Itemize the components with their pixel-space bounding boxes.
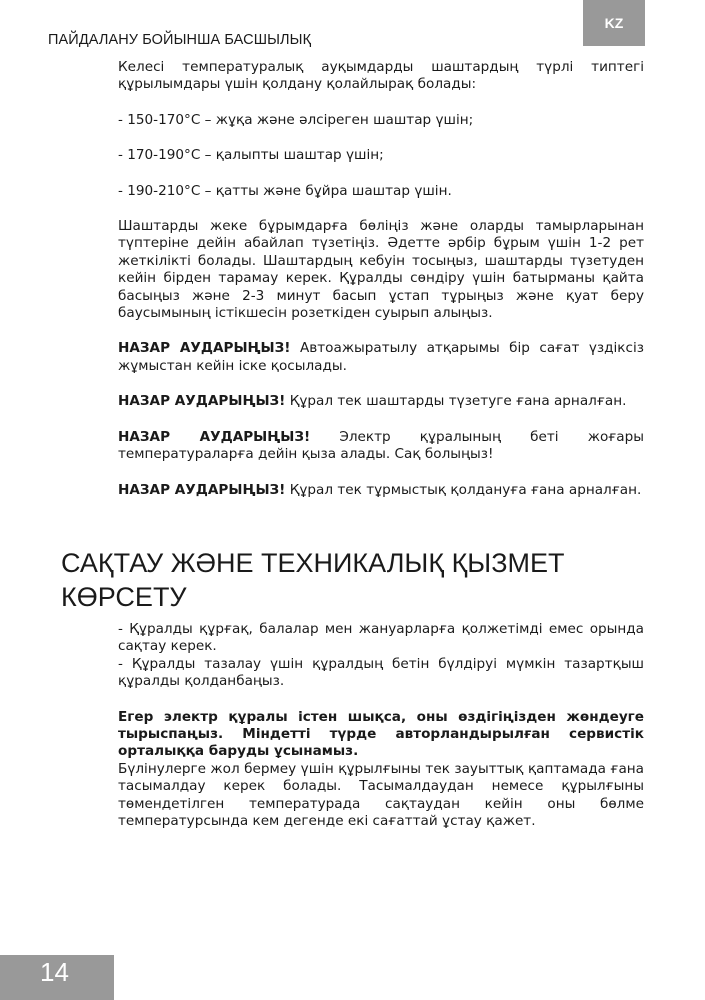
warning-text: Құрал тек тұрмыстық қолдануға ғана арналған. (289, 481, 642, 498)
storage-item: - Құралды құрғақ, балалар мен жануарларға қолжетімді емес орында сақтау керек. (118, 621, 644, 655)
section-heading: САҚТАУ ЖӘНЕ ТЕХНИКАЛЫҚ ҚЫЗМЕТ КӨРСЕТУ (61, 548, 565, 612)
temp-range-item: - 170-190°C – қалыпты шаштар үшін; (118, 147, 384, 164)
warning-text: Құрал тек шаштарды түзетуге ғана арналған. (289, 393, 627, 410)
temp-range-item: - 190-210°C – қатты және бұйра шаштар үшін. (118, 182, 452, 199)
repair-notice: Егер электр құралы істен шықса, оны өздігіңізден жөндеуге тырыспаңыз. Міндетті түрде авторландырылған сервистік орталыққа баруды ұсынамыз. (118, 708, 644, 760)
warning-label: НАЗАР АУДАРЫҢЫЗ! (118, 481, 286, 498)
warning-paragraph (118, 482, 644, 499)
warning-label: НАЗАР АУДАРЫҢЫЗ! (118, 428, 311, 445)
warning-paragraph (118, 429, 644, 464)
warning-label: НАЗАР АУДАРЫҢЫЗ! (118, 340, 291, 357)
header-title: ПАЙДАЛАНУ БОЙЫНША БАСШЫЛЫҚ (48, 32, 312, 48)
storage-item: - Құралды тазалау үшін құралдың бетін бүлдіруі мүмкін тазартқыш құралды қолданбаңыз. (118, 655, 644, 690)
storage-content (118, 621, 644, 830)
warning-paragraph (118, 393, 644, 410)
warning-text: Электр құралының беті жоғары температураларға дейін қыза алады. Сақ болыңыз! (118, 428, 644, 463)
temp-range-item: - 150-170°C – жұқа және әлсіреген шаштар үшін; (118, 111, 474, 128)
instructions-paragraph: Шаштарды жеке бұрымдарға бөліңіз және оларды тамырларынан түптеріне дейін абайлап түзетіңіз. Әдетте әрбір бұрым үшін 1-2 рет жеткілікті болады. Шаштардың кебуін тосыңыз, шаштарды түзетуден кейін бірден тарамау керек. Құралды сөндіру үшін батырманы қайта басыңыз және 2-3 минут басып ұстап тұрыңыз және қуат беру баусымының істікшесін розеткіден суырып алыңыз. (118, 218, 644, 322)
transport-paragraph: Бүлінулерге жол бермеу үшін құрылғыны тек зауыттық қаптамада ғана тасымалдау керек болады. Тасымалдаудан немесе құрылғыны төмендетілген температурада сақтаудан кейін оны бөлме температурсында кем дегенде екі сағаттай ұстау қажет. (118, 760, 644, 830)
page-number: 14 (40, 957, 69, 987)
warning-text: Автоажыратылу атқарымы бір сағат үздіксіз жұмыстан кейін іске қосылады. (118, 340, 644, 374)
warning-paragraph (118, 340, 644, 375)
language-badge: KZ (583, 0, 645, 46)
intro-paragraph: Келесі температуралық ауқымдарды шаштардың түрлі типтегі құрылымдары үшін қолдану қолайлырақ болады: (118, 59, 644, 93)
warning-label: НАЗАР АУДАРЫҢЫЗ! (118, 393, 286, 410)
main-content (118, 59, 644, 499)
